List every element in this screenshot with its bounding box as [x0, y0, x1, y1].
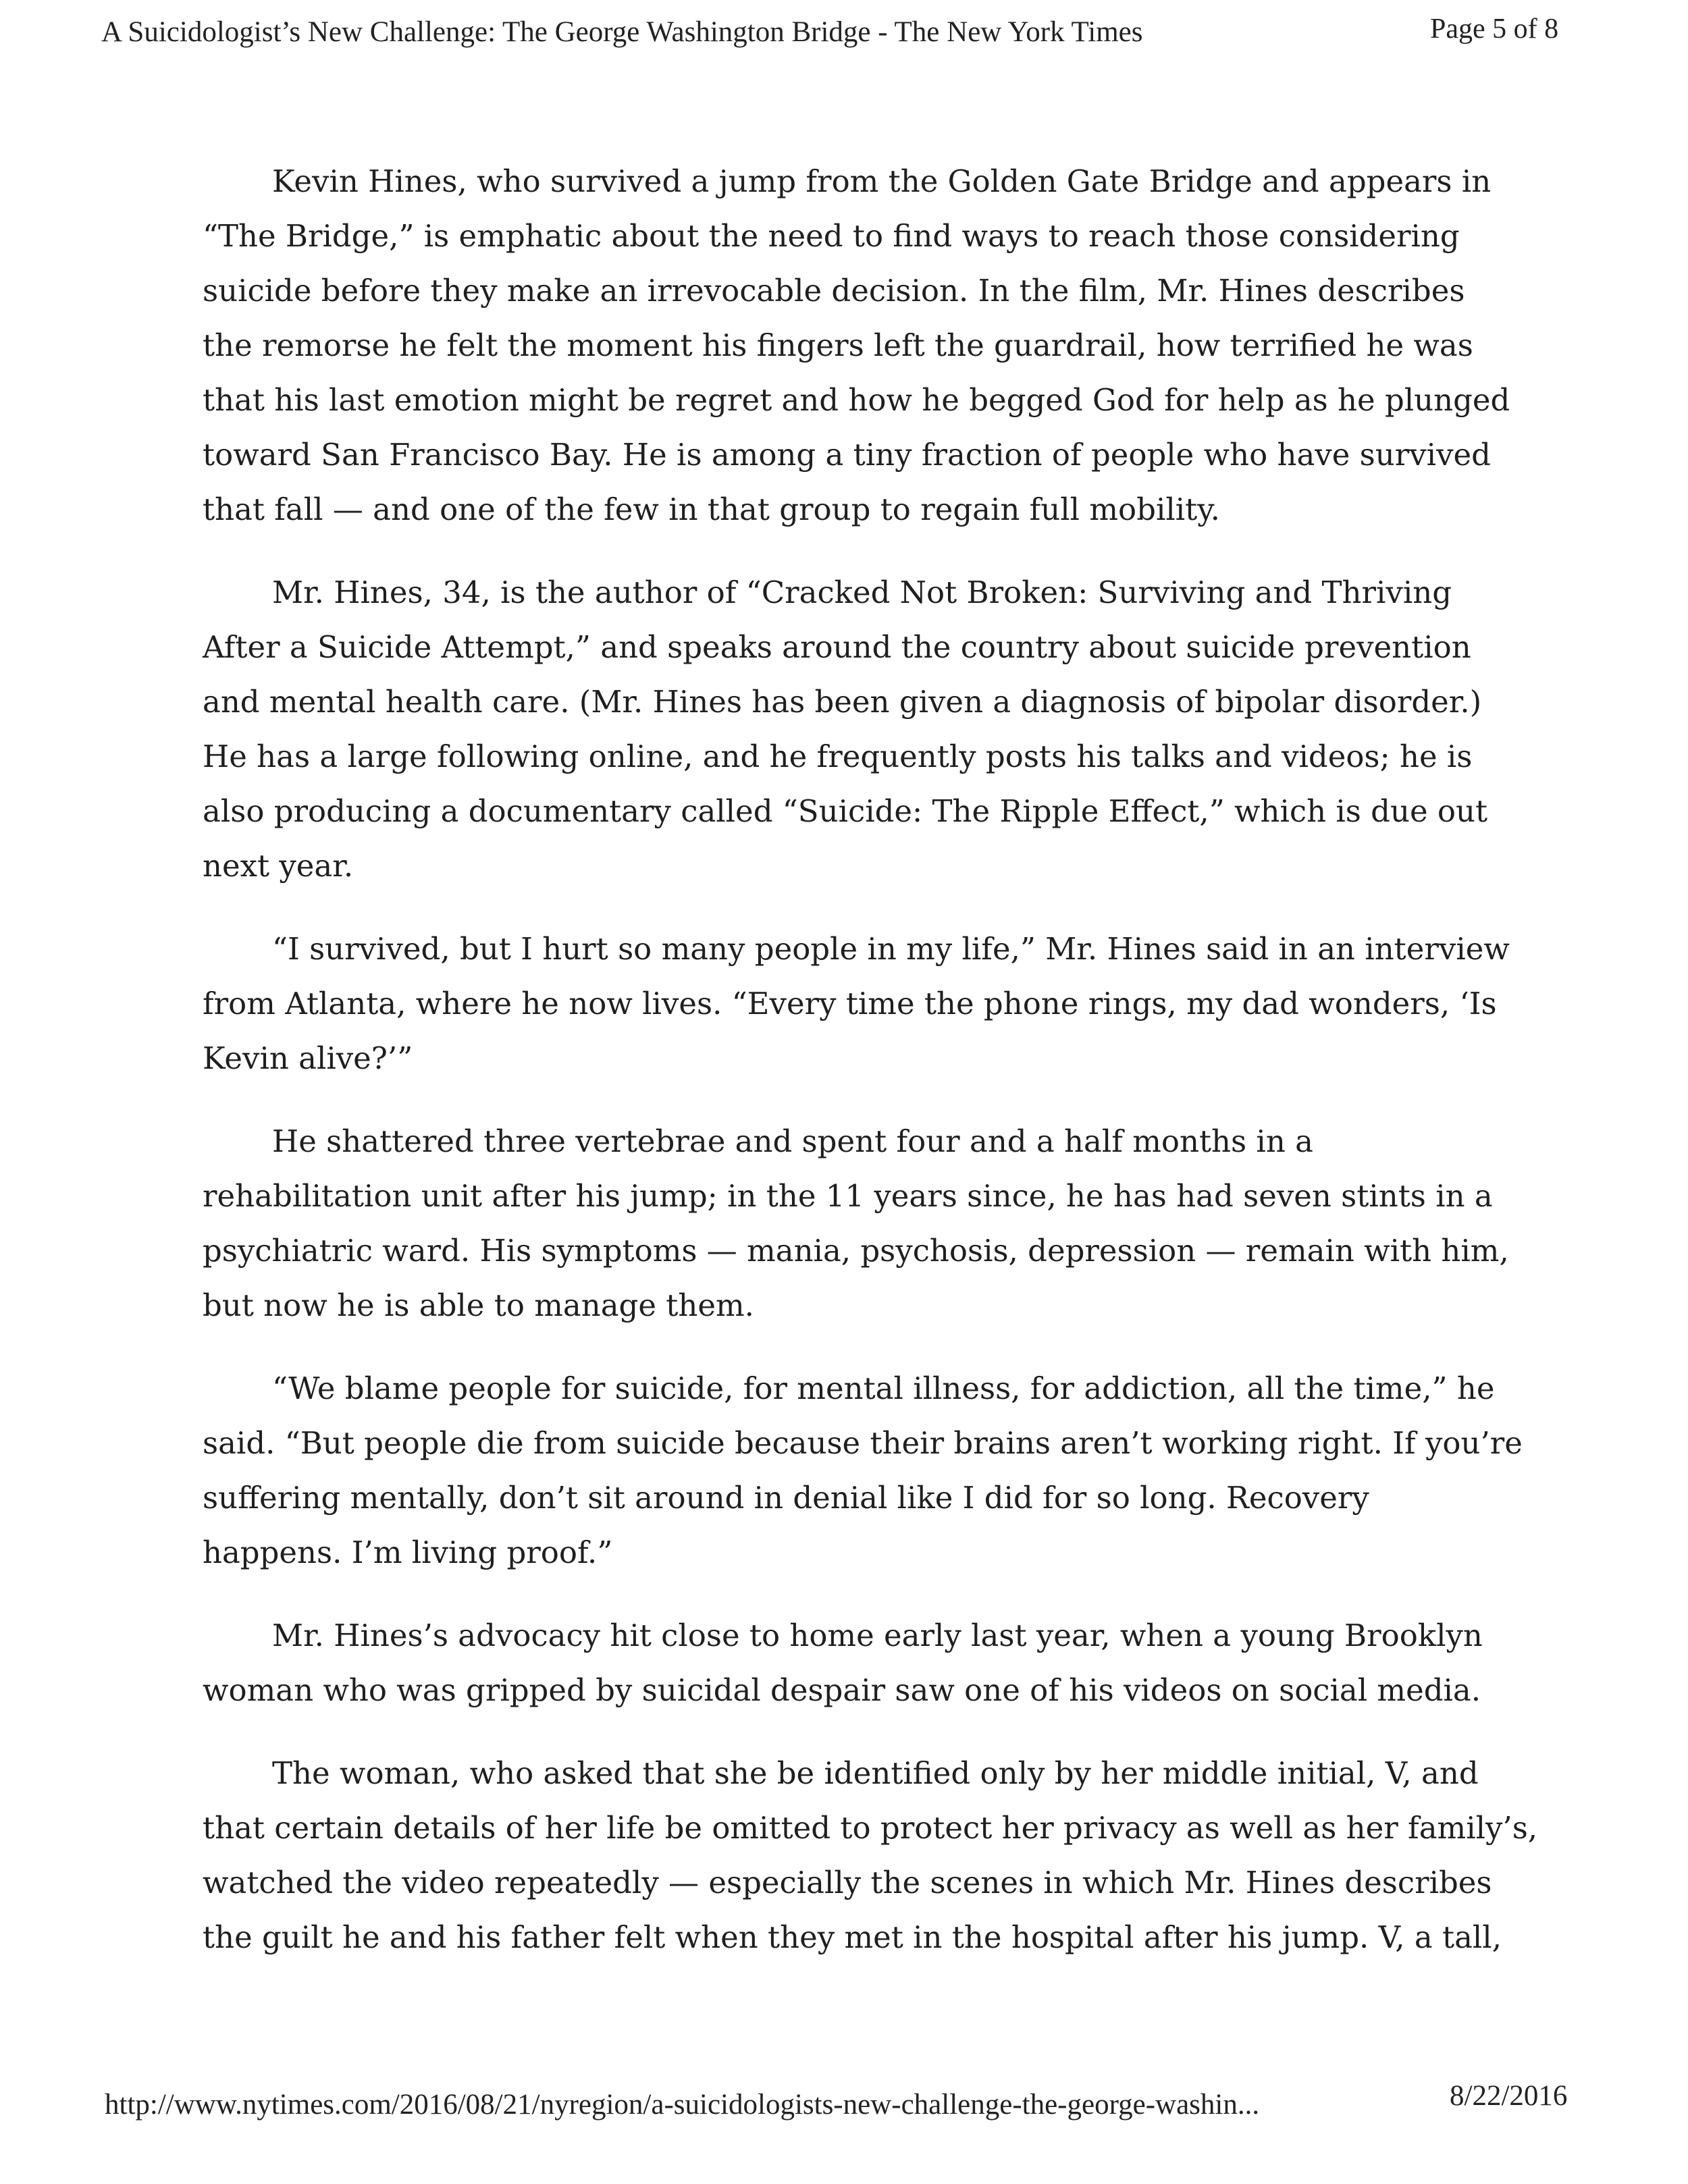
text-line: suffering mentally, don’t sit around in denial like I did for so long. Recovery — [203, 1480, 1369, 1516]
page-header-title: A Suicidologist’s New Challenge: The George Washington Bridge - The New York Times — [101, 16, 1143, 48]
text-line: Kevin alive?’” — [203, 1040, 413, 1076]
text-line: “The Bridge,” is emphatic about the need to find ways to reach those considering — [203, 218, 1460, 254]
paragraph-6 — [203, 1608, 1526, 1717]
page-number: Page 5 of 8 — [1430, 14, 1559, 45]
text-line: woman who was gripped by suicidal despair saw one of his videos on social media. — [203, 1672, 1481, 1708]
paragraph-7 — [203, 1746, 1538, 1965]
paragraph-4 — [203, 1114, 1526, 1333]
text-line: psychiatric ward. His symptoms — mania, psychosis, depression — remain with him, — [203, 1233, 1509, 1269]
text-line: “I survived, but I hurt so many people in my life,” Mr. Hines said in an interview — [272, 931, 1510, 967]
text-line: but now he is able to manage them. — [203, 1287, 754, 1323]
text-line: that his last emotion might be regret and how he begged God for help as he plunged — [203, 382, 1510, 418]
text-line: the remorse he felt the moment his fingers left the guardrail, how terrified he was — [203, 327, 1473, 363]
paragraph-3 — [203, 922, 1526, 1086]
text-line: next year. — [203, 848, 354, 884]
paragraph-1 — [203, 154, 1526, 537]
footer-date: 8/22/2016 — [1450, 2080, 1568, 2112]
text-line: toward San Francisco Bay. He is among a tiny fraction of people who have survived — [203, 437, 1491, 473]
text-line: said. “But people die from suicide because their brains aren’t working right. If you’re — [203, 1425, 1523, 1461]
text-line: The woman, who asked that she be identified only by her middle initial, V, and — [272, 1755, 1479, 1791]
text-line: from Atlanta, where he now lives. “Every time the phone rings, my dad wonders, ‘Is — [203, 986, 1497, 1021]
text-line: watched the video repeatedly — especially the scenes in which Mr. Hines describes — [203, 1865, 1492, 1900]
text-line: Mr. Hines, 34, is the author of “Cracked Not Broken: Surviving and Thriving — [272, 575, 1452, 610]
text-line: rehabilitation unit after his jump; in the 11 years since, he has had seven stints in a — [203, 1178, 1493, 1214]
paragraph-5 — [203, 1361, 1526, 1580]
text-line: happens. I’m living proof.” — [203, 1535, 613, 1570]
text-line: also producing a documentary called “Suicide: The Ripple Effect,” which is due out — [203, 793, 1488, 829]
text-line: Kevin Hines, who survived a jump from the Golden Gate Bridge and appears in — [272, 163, 1492, 199]
text-line: the guilt he and his father felt when they met in the hospital after his jump. V, a tall, — [203, 1919, 1502, 1955]
text-line: He has a large following online, and he frequently posts his talks and videos; he is — [203, 739, 1473, 774]
text-line: Mr. Hines’s advocacy hit close to home early last year, when a young Brooklyn — [272, 1618, 1483, 1653]
text-line: After a Suicide Attempt,” and speaks around the country about suicide prevention — [203, 629, 1471, 665]
article-body — [203, 154, 1538, 1993]
text-line: “We blame people for suicide, for mental illness, for addiction, all the time,” he — [272, 1370, 1495, 1406]
text-line: He shattered three vertebrae and spent four and a half months in a — [272, 1123, 1313, 1159]
text-line: that fall — and one of the few in that group to regain full mobility. — [203, 491, 1220, 527]
text-line: that certain details of her life be omitted to protect her privacy as well as her family’s, — [203, 1810, 1538, 1846]
footer-url: http://www.nytimes.com/2016/08/21/nyregion/a-suicidologists-new-challenge-the-george-washin... — [105, 2089, 1260, 2121]
text-line: suicide before they make an irrevocable decision. In the film, Mr. Hines describes — [203, 273, 1465, 309]
paragraph-2 — [203, 565, 1526, 893]
text-line: and mental health care. (Mr. Hines has been given a diagnosis of bipolar disorder.) — [203, 684, 1482, 720]
